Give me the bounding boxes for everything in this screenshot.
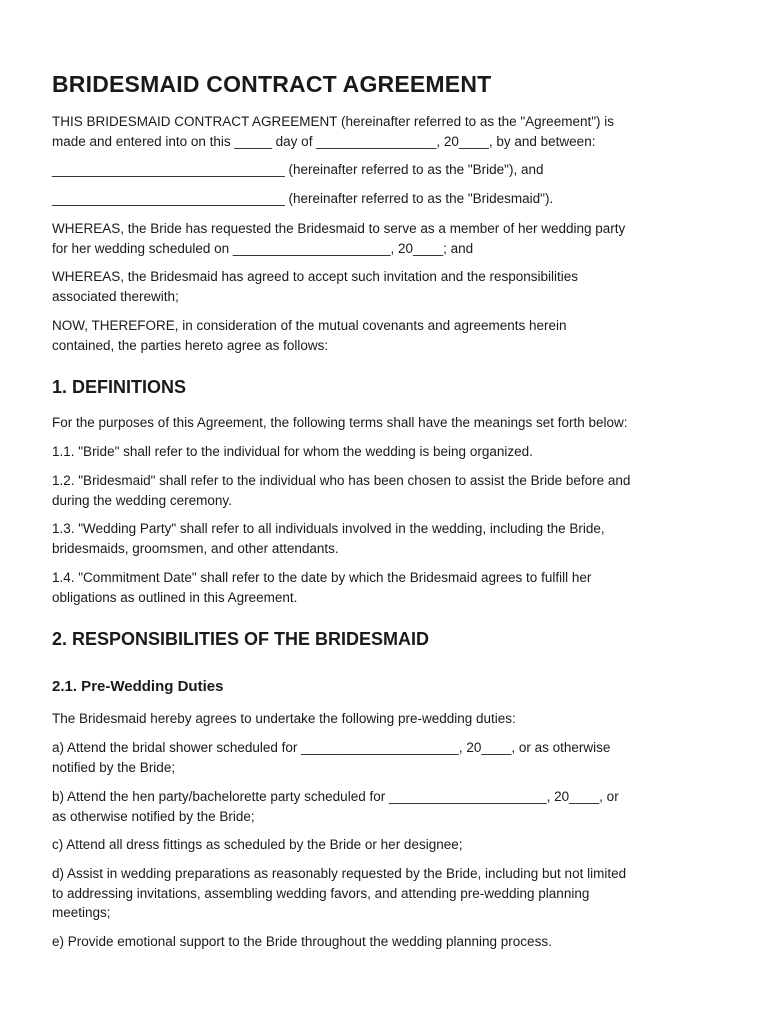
text-line: e) Provide emotional support to the Bride throughout the wedding planning process. [52, 934, 552, 949]
duty-c [52, 835, 722, 855]
text-line: to addressing invitations, assembling wedding favors, and attending pre-wedding planning [52, 885, 590, 901]
text-line: WHEREAS, the Bridesmaid has agreed to accept such invitation and the responsibilities [52, 269, 579, 284]
text-line: For the purposes of this Agreement, the following terms shall have the meanings set forth below: [52, 415, 628, 430]
text-line: as otherwise notified by the Bride; [52, 808, 255, 824]
duty-d [52, 864, 722, 923]
text-line: bridesmaids, groomsmen, and other attendants. [52, 540, 339, 556]
text-line: made and entered into on this _____ day of ________________, 20____, by and between: [52, 133, 596, 149]
text-line: d) Assist in wedding preparations as reasonably requested by the Bride, including but not limited [52, 866, 627, 881]
whereas-paragraph-2 [52, 267, 722, 306]
definition-1-3 [52, 519, 722, 558]
duty-b [52, 787, 722, 826]
text-line: The Bridesmaid hereby agrees to undertake the following pre-wedding duties: [52, 711, 516, 726]
text-line: NOW, THEREFORE, in consideration of the mutual covenants and agreements herein [52, 318, 567, 333]
text-line: a) Attend the bridal shower scheduled for _____________________, 20____, or as otherwise [52, 740, 611, 755]
text-line: THIS BRIDESMAID CONTRACT AGREEMENT (hereinafter referred to as the "Agreement") is [52, 114, 614, 129]
text-line: during the wedding ceremony. [52, 492, 232, 508]
text-line: _______________________________ (hereinafter referred to as the "Bride"), and [52, 162, 544, 177]
section-2-heading: 2. RESPONSIBILITIES OF THE BRIDESMAID [52, 629, 430, 649]
duty-a [52, 738, 722, 777]
text-line: contained, the parties hereto agree as follows: [52, 337, 329, 353]
text-line: associated therewith; [52, 288, 179, 304]
text-line: meetings; [52, 905, 111, 920]
definition-1-2 [52, 471, 722, 510]
document-title: BRIDESMAID CONTRACT AGREEMENT [52, 71, 492, 97]
text-line: notified by the Bride; [52, 759, 176, 775]
duties-lead [52, 709, 722, 729]
section-1-heading: 1. DEFINITIONS [52, 377, 187, 397]
text-line: 1.3. "Wedding Party" shall refer to all individuals involved in the wedding, including the Bride, [52, 521, 605, 536]
definitions-lead [52, 413, 722, 433]
text-line: 1.4. "Commitment Date" shall refer to the date by which the Bridesmaid agrees to fulfill her [52, 570, 592, 585]
intro-paragraph [52, 112, 722, 151]
text-line: for her wedding scheduled on _____________________, 20____; and [52, 240, 474, 256]
text-line: 1.1. "Bride" shall refer to the individual for whom the wedding is being organized. [52, 444, 533, 459]
text-line: WHEREAS, the Bride has requested the Bridesmaid to serve as a member of her wedding party [52, 221, 626, 236]
definition-1-4 [52, 568, 722, 607]
now-therefore-paragraph [52, 316, 722, 355]
bride-party-line [52, 160, 722, 180]
text-line: 1.2. "Bridesmaid" shall refer to the individual who has been chosen to assist the Bride before and [52, 473, 631, 488]
duty-e [52, 932, 722, 952]
text-line: b) Attend the hen party/bachelorette party scheduled for _____________________, 20____, or [52, 789, 619, 804]
text-line: obligations as outlined in this Agreement. [52, 589, 298, 605]
text-line: c) Attend all dress fittings as scheduled by the Bride or her designee; [52, 837, 463, 852]
whereas-paragraph-1 [52, 219, 722, 258]
subsection-2-1-heading: 2.1. Pre-Wedding Duties [52, 678, 224, 695]
definition-1-1 [52, 442, 722, 462]
bridesmaid-party-line [52, 189, 722, 209]
text-line: _______________________________ (hereinafter referred to as the "Bridesmaid"). [52, 191, 554, 206]
